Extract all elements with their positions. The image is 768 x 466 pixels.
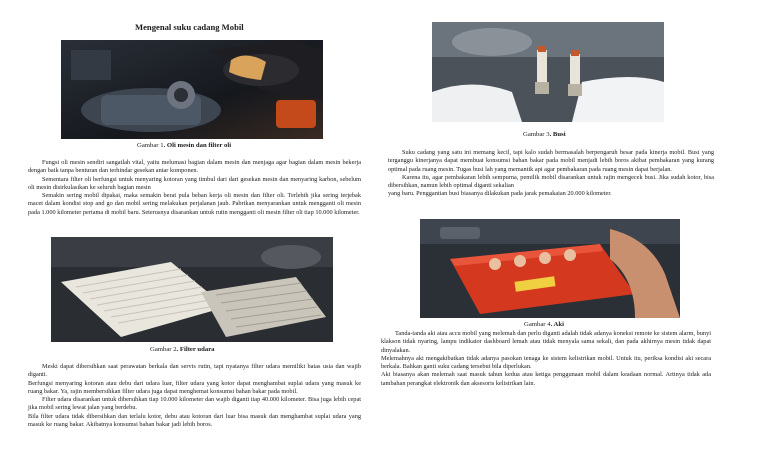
figure-2-name: . Filter udara bbox=[176, 346, 215, 353]
figure-1-caption bbox=[137, 142, 231, 149]
filter-paragraph-1: Meski dapat dibersihkan saat perawatan berkala dan servis rutin, tapi nyatanya filter udara memiliki batas usia dan wajib diganti. bbox=[28, 363, 361, 379]
busi-paragraph-1: Suku cadang yang satu ini memang kecil, tapi kalo sudah bermasalah berpengaruh besar pada kinerja mobil. Busi yang terganggu kinerjanya dapat membuat konsumsi bahan bakar pada mobil menjadi lebih boros akibat pembakaran yang kurang optimal pada ruang mesin. Tugas busi lah yang memantik api agar pembakaran pada ruang mesin dapat berjalan. bbox=[388, 149, 714, 173]
aki-paragraph-1: Tanda-tanda aki atau accu mobil yang melemah dan perlu diganti adalah tidak adanya koneksi remote ke sistem alarm, bunyi klakson tidak nyaring, lampu indikator dashboard lemah atau tidak menyala sama sekali, dan pada akhirnya mesin tidak dapat dinyalakan. bbox=[381, 330, 711, 354]
figure-1-name: . Oli mesin dan filter oli bbox=[163, 142, 232, 149]
figure-4-name: . Aki bbox=[550, 321, 564, 328]
engine-oil-photo bbox=[61, 40, 323, 139]
figure-3-name: . Busi bbox=[549, 131, 566, 138]
figure-1-prefix: Gambar 1 bbox=[137, 142, 164, 149]
car-battery-photo bbox=[420, 219, 680, 318]
busi-paragraph-2: Karena itu, agar pembakaran lebih sempurna, pemilik mobil disarankan untuk rajin mengecek busi. Jika sudah kotor, bisa dibersihkan, namun lebih optimal diganti sekalian bbox=[388, 173, 714, 190]
oli-paragraph-3: Semakin sering mobil dipakai, maka semakin berat pula beban kerja oli mesin dan filter oli. Terlebih jika sering terjebak macet dalam kondisi stop and go dan mobil sering melakukan perjalanan jauh. Pabrikan menyarankan untuk mengganti oli mesin pada 1.000 kilometer pertama di mobil baru. Seterusnya disarankan untuk rutin mengganti oli mesin filter oli tiap 10.000 kilometer. bbox=[28, 192, 361, 216]
figure-2-prefix: Gambar 2 bbox=[150, 346, 177, 353]
busi-paragraph-3: yang baru. Penggantian busi biasanya dilakukan pada jarak pemakaian 20.000 kilometer. bbox=[388, 190, 612, 198]
oli-text bbox=[28, 159, 361, 217]
figure-4-prefix: Gambar 4 bbox=[524, 321, 551, 328]
page-title: Mengenal suku cadang Mobil bbox=[135, 22, 244, 32]
figure-2-caption bbox=[150, 346, 215, 353]
aki-paragraph-2: Melemahnya aki mengakibatkan tidak adanya pasokan tenaga ke sistem kelistrikan mobil. Untuk itu, periksa kondisi aki secara berkala. Bahkan ganti suku cadang tersebut bila diperlukan. bbox=[381, 354, 711, 371]
figure-4-caption bbox=[524, 321, 564, 328]
filter-paragraph-2: Berfungsi menyaring kotoran atau debu dari udara luar, filter udara yang kotor dapat menghambat suplai udara yang masuk ke ruang bakar. Ya, rajin membersihkan filter udara juga dapat menghemat konsumsi bahan bakar pada mobil. bbox=[28, 379, 361, 395]
aki-text bbox=[381, 330, 711, 388]
filter-paragraph-4: Bila filter udara tidak dibersihkan dan terlalu kotor, debu atau kotoran dari luar bisa masuk dan menghambat suplai udara yang masuk ke ruang bakar. Akibatnya konsumsi bahan bakar jadi lebih boros. bbox=[28, 412, 361, 429]
figure-3-prefix: Gambar 3 bbox=[523, 131, 550, 138]
busi-text bbox=[388, 149, 714, 199]
filter-paragraph-3: Filter udara disarankan untuk dibersihkan tiap 10.000 kilometer dan wajib diganti tiap 40.000 kilometer. Bisa juga lebih cepat jika mobil sering lewat jalan yang berdebu. bbox=[28, 396, 361, 412]
spark-plug-photo bbox=[432, 22, 664, 122]
aki-paragraph-3: Aki biasanya akan melemah saat masuk tahun kedua atau ketiga penggunaan mobil dalam keadaan normal. Artinya tidak ada tambahan perangkat elektronik dan aksesoris kelistrikan lain. bbox=[381, 371, 711, 387]
figure-3-caption bbox=[523, 131, 566, 138]
oli-paragraph-1: Fungsi oli mesin sendiri sangatlah vital, yaitu melumasi bagian dalam mesin dan menjaga agar bagian dalam mesin bekerja dengan baik tanpa benturan dan terhindar gesekan antar komponen. bbox=[28, 159, 361, 175]
filter-text bbox=[28, 363, 361, 429]
oli-paragraph-2: Sementara filter oli berfungsi untuk menyaring kotoran yang timbul dari dari gesekan mesin dan menyaring karbon, sebelum oli mesin disirkulasikan ke seluruh bagian mesin bbox=[28, 175, 361, 191]
air-filter-photo bbox=[51, 237, 333, 342]
